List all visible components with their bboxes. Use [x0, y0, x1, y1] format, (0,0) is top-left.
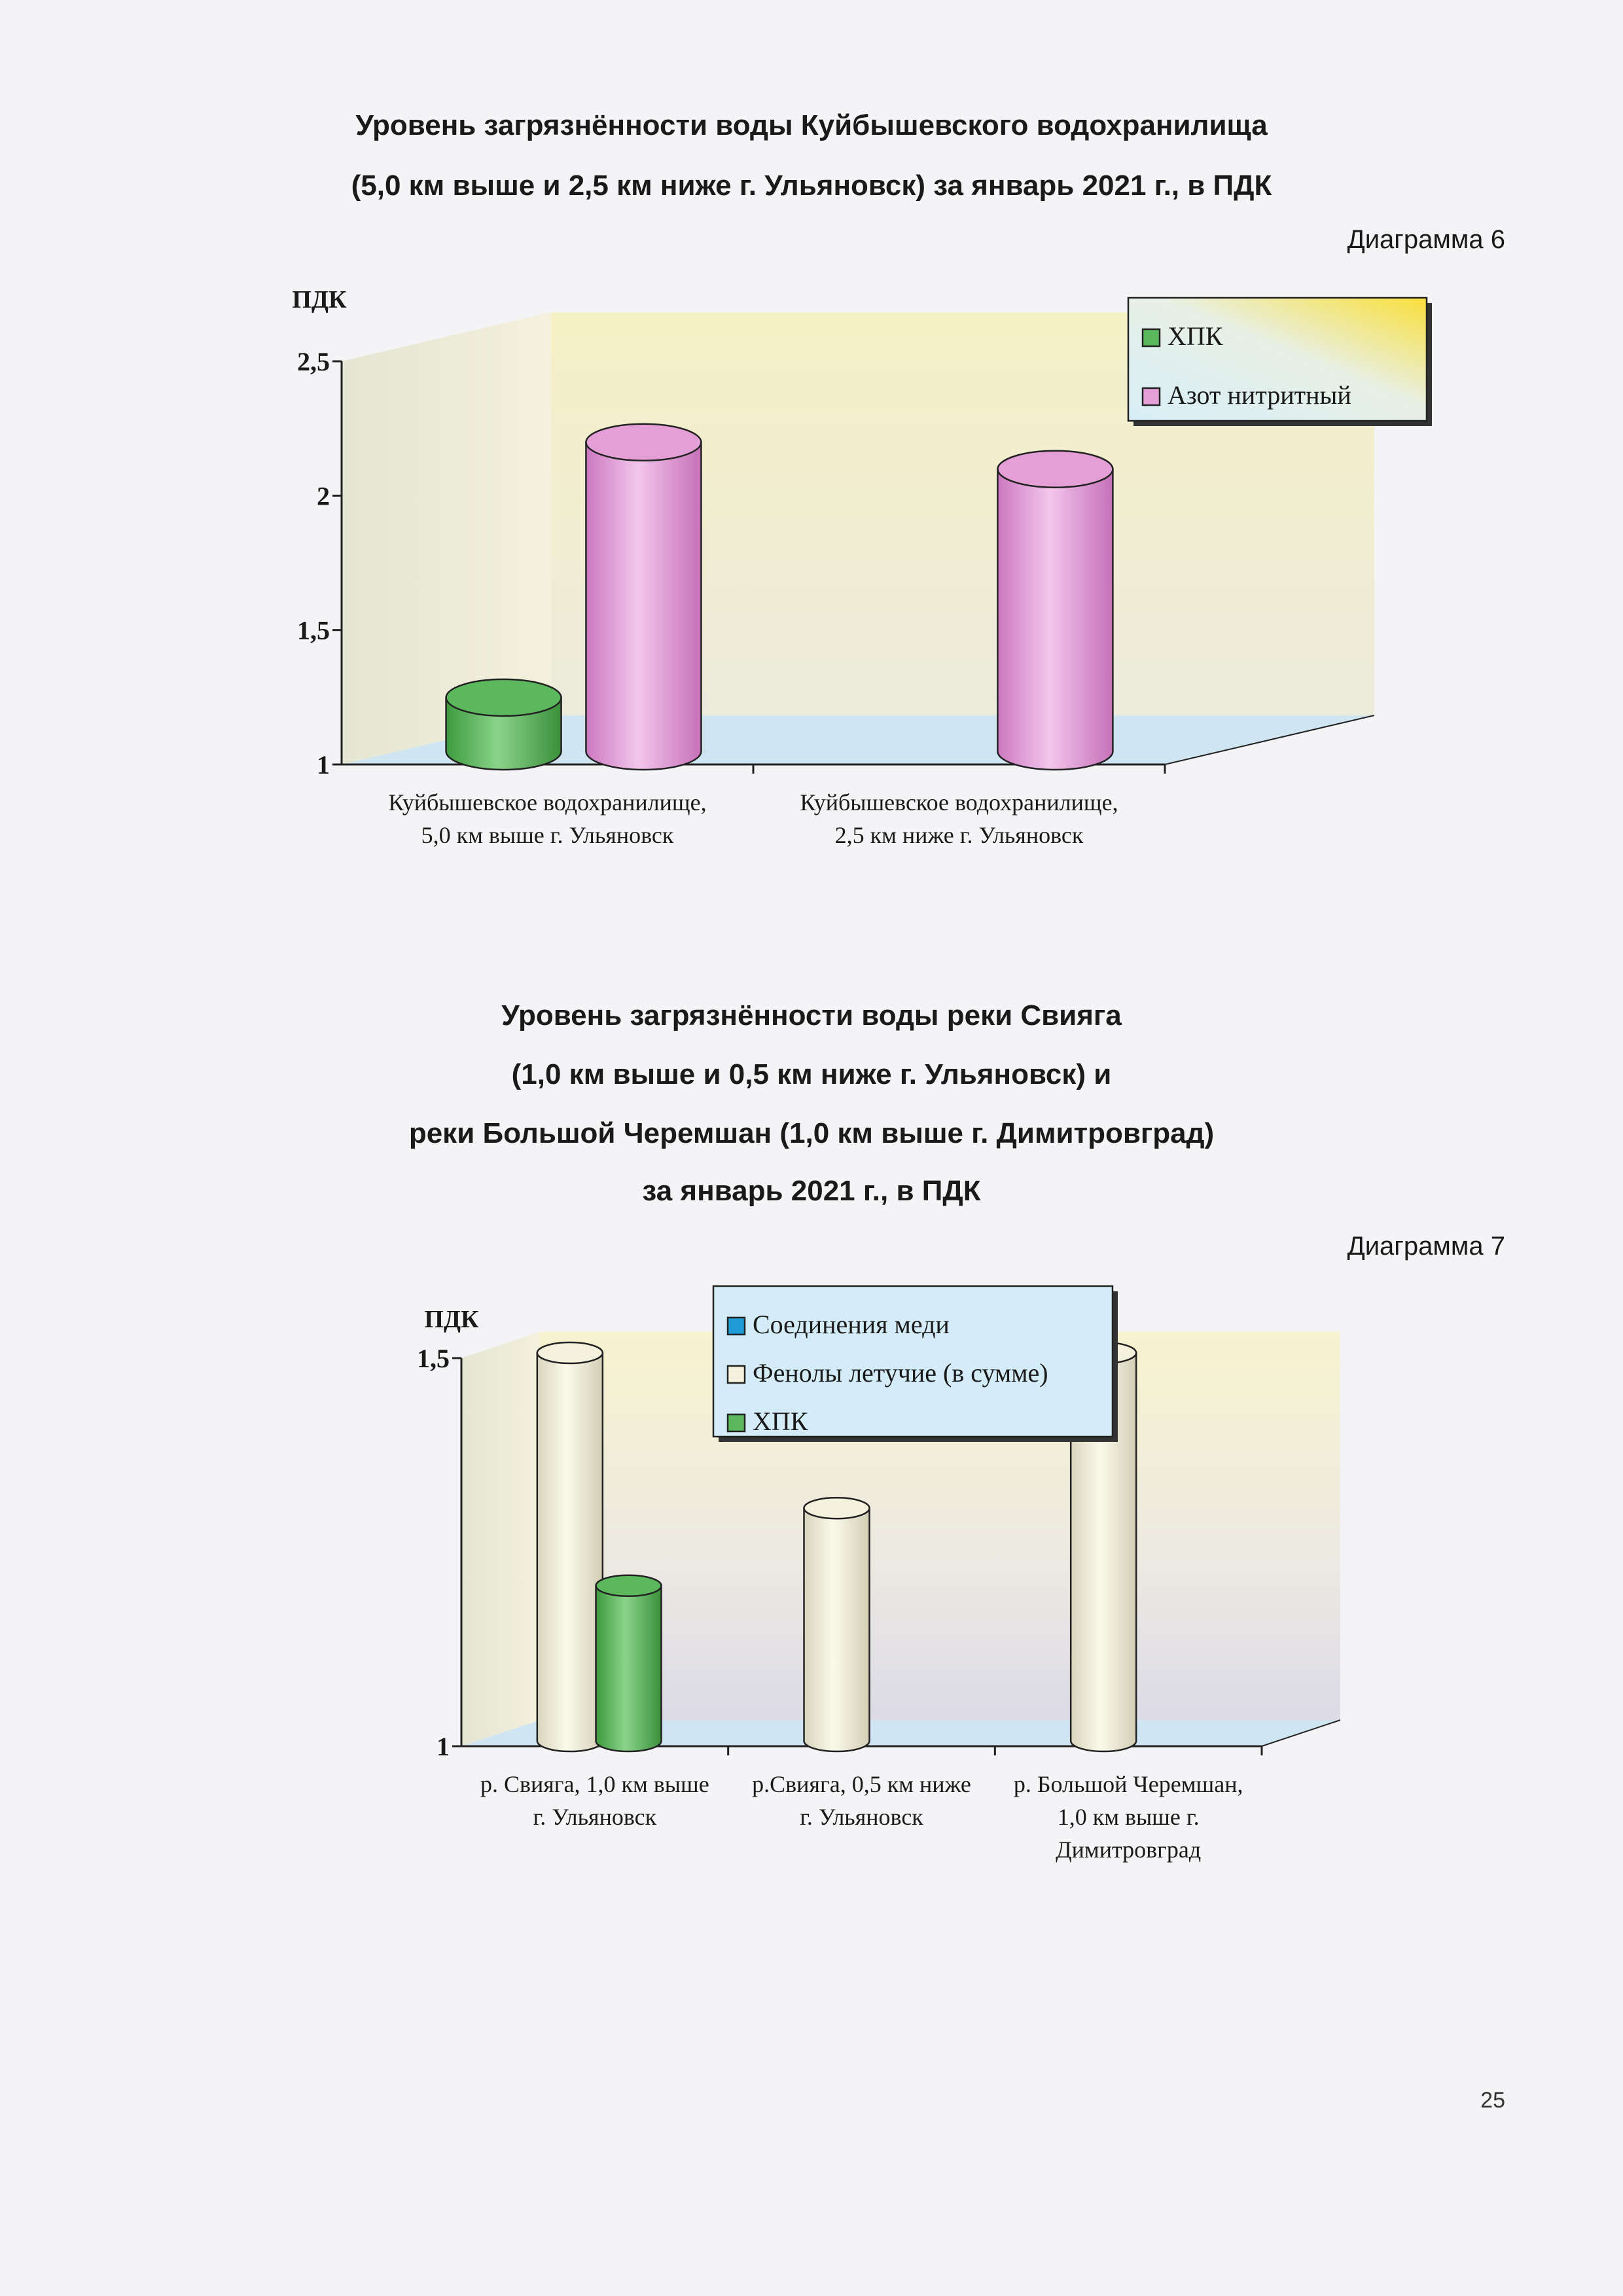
- bar-1-1: [804, 1498, 870, 1751]
- x-tick-label: г. Ульяновск: [800, 1804, 923, 1830]
- diagram6-title-line2: (5,0 км выше и 2,5 км ниже г. Ульяновск) за январь 2021 г., в ПДК: [351, 170, 1272, 202]
- legend: [713, 1286, 1118, 1442]
- y-tick-label: 1: [437, 1732, 450, 1761]
- legend-item: ХПК: [753, 1407, 808, 1436]
- diagram7-title-line4: за январь 2021 г., в ПДК: [642, 1175, 981, 1207]
- x-tick-label: 1,0 км выше г.: [1057, 1804, 1200, 1830]
- page-number: 25: [1480, 2088, 1505, 2113]
- y-tick-label: 1: [317, 750, 330, 780]
- diagram7-title-line3: реки Большой Черемшан (1,0 км выше г. Димитровград): [408, 1117, 1215, 1149]
- legend: [1128, 298, 1432, 426]
- diagram7-label: Диаграмма 7: [1347, 1232, 1505, 1261]
- x-tick-label: г. Ульяновск: [533, 1804, 657, 1830]
- y-tick-label: 2,5: [297, 347, 330, 376]
- diagram7-title-line1: Уровень загрязнённости воды реки Свияга: [501, 999, 1122, 1031]
- chart-6: [292, 286, 1432, 848]
- x-tick-label: 2,5 км ниже г. Ульяновск: [834, 822, 1084, 848]
- legend-swatch: [728, 1414, 745, 1431]
- bar-1-0: [586, 424, 701, 770]
- legend-item: Соединения меди: [753, 1310, 950, 1339]
- bar-0-0: [446, 679, 562, 770]
- y-tick-label: 1,5: [297, 615, 330, 645]
- legend-item: ХПК: [1168, 321, 1223, 351]
- x-tick-label: р.Свияга, 0,5 км ниже: [752, 1771, 971, 1797]
- x-tick-label: Куйбышевское водохранилище,: [800, 789, 1118, 816]
- x-tick-label: р. Большой Черемшан,: [1013, 1771, 1243, 1797]
- diagram6-label: Диаграмма 6: [1347, 225, 1505, 254]
- bar-1-1: [997, 451, 1113, 770]
- side-wall: [461, 1332, 540, 1746]
- diagram6-title-line1: Уровень загрязнённости воды Куйбышевского водохранилища: [355, 109, 1268, 141]
- x-tick-label: р. Свияга, 1,0 км выше: [480, 1771, 709, 1797]
- legend-item: Азот нитритный: [1168, 380, 1351, 410]
- legend-swatch: [728, 1366, 745, 1383]
- bar-1-0: [537, 1342, 603, 1751]
- y-tick-label: 1,5: [417, 1344, 450, 1373]
- x-tick-label: Димитровград: [1056, 1837, 1202, 1863]
- legend-item: Фенолы летучие (в сумме): [753, 1358, 1048, 1388]
- legend-swatch: [1143, 388, 1160, 405]
- x-tick-label: Куйбышевское водохранилище,: [388, 789, 707, 816]
- y-axis-title: ПДК: [292, 286, 347, 314]
- legend-swatch: [1143, 329, 1160, 346]
- diagram7-title-line2: (1,0 км выше и 0,5 км ниже г. Ульяновск) и: [511, 1058, 1112, 1090]
- y-tick-label: 2: [317, 481, 330, 511]
- bar-2-0: [596, 1575, 662, 1751]
- x-tick-label: 5,0 км выше г. Ульяновск: [421, 822, 674, 848]
- legend-swatch: [728, 1318, 745, 1335]
- chart-7: [417, 1286, 1340, 1863]
- y-axis-title: ПДК: [424, 1306, 479, 1333]
